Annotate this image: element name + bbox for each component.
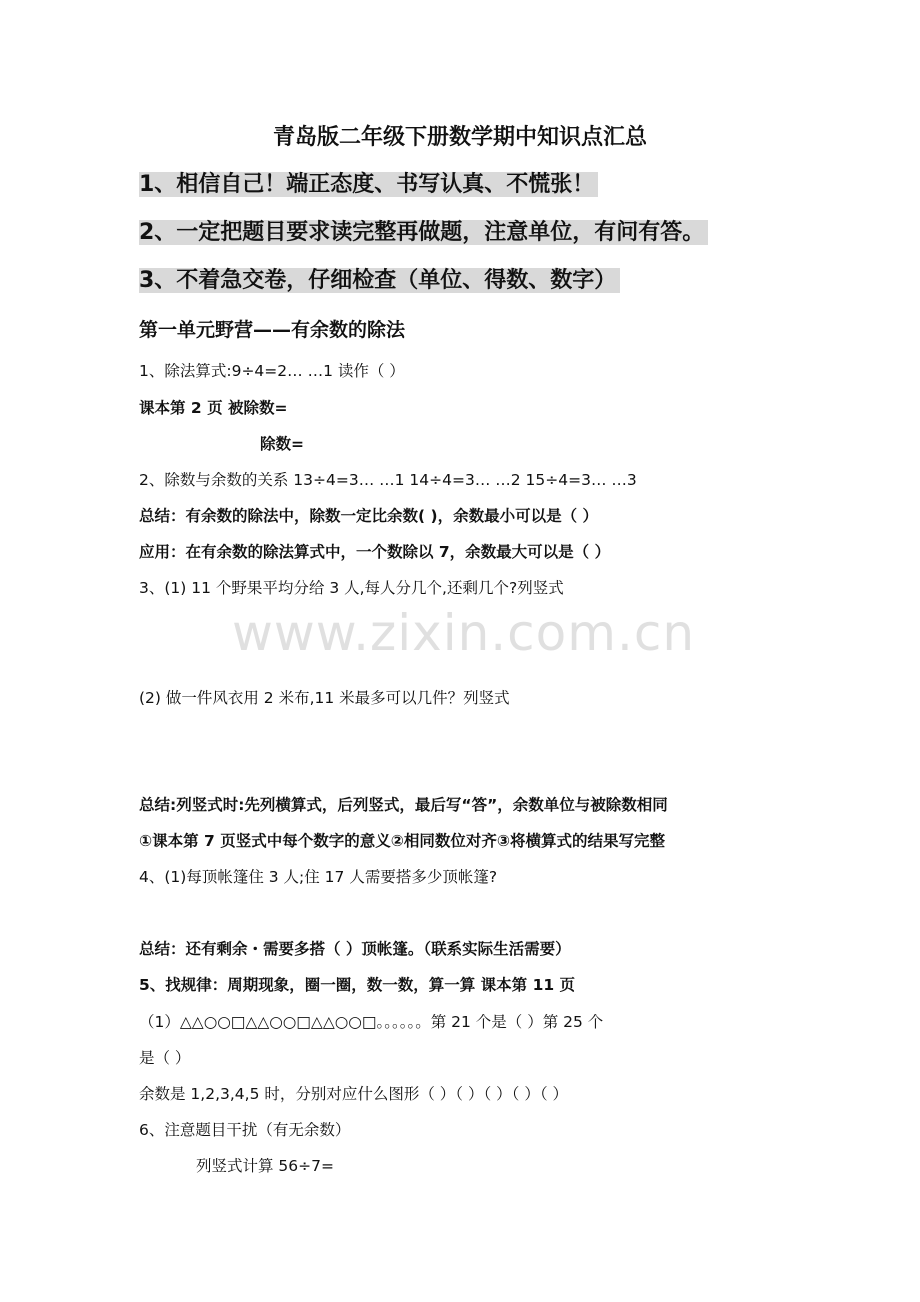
line-remainder-shapes: 余数是 1,2,3,4,5 时，分别对应什么图形（ ）（ ）（ ）（ ）（ ） bbox=[139, 1085, 569, 1103]
tip-2 bbox=[139, 216, 708, 250]
tip-3-text: 3、不着急交卷，仔细检查（单位、得数、数字） bbox=[139, 268, 620, 293]
line-pattern-question: （1）△△○○□△△○○□△△○○□。。。。。。第 21 个是（ ）第 25 个 bbox=[139, 1013, 604, 1031]
line-division-reading: 1、除法算式:9÷4=2… …1 读作（ ） bbox=[139, 362, 405, 380]
tip-1 bbox=[139, 168, 598, 202]
tip-2-text: 2、一定把题目要求读完整再做题，注意单位，有问有答。 bbox=[139, 220, 708, 245]
line-pattern-title: 5、找规律：周期现象，圈一圈，数一数，算一算 课本第 11 页 bbox=[139, 976, 576, 994]
line-summary-4: 总结：还有剩余・需要多搭（ ）顶帐篷。（联系实际生活需要） bbox=[139, 940, 571, 958]
watermark: www.zixin.com.cn bbox=[232, 604, 696, 662]
line-relation: 2、除数与余数的关系 13÷4=3… …1 14÷4=3… …2 15÷4=3… …3 bbox=[139, 471, 637, 489]
line-question-4: 4、(1)每顶帐篷住 3 人;住 17 人需要搭多少顶帐篷? bbox=[139, 868, 498, 886]
line-summary-2: 总结:列竖式时:先列横算式，后列竖式，最后写“答”，余数单位与被除数相同 bbox=[139, 796, 668, 814]
line-summary-1: 总结：有余数的除法中，除数一定比余数( )，余数最小可以是（ ） bbox=[139, 507, 598, 525]
line-divisor: 除数= bbox=[260, 435, 304, 453]
line-question-3-2: (2) 做一件风衣用 2 米布,11 米最多可以几件？列竖式 bbox=[139, 689, 510, 707]
line-question-6: 6、注意题目干扰（有无余数） bbox=[139, 1121, 351, 1139]
unit-title: 第一单元野营——有余数的除法 bbox=[139, 319, 406, 341]
line-pattern-question-cont: 是（ ） bbox=[139, 1049, 191, 1067]
tip-1-text: 1、相信自己！端正态度、书写认真、不慌张！ bbox=[139, 172, 598, 197]
line-summary-3: ①课本第 7 页竖式中每个数字的意义②相同数位对齐③将横算式的结果写完整 bbox=[139, 832, 665, 850]
line-dividend: 课本第 2 页 被除数= bbox=[139, 399, 288, 417]
page-title: 青岛版二年级下册数学期中知识点汇总 bbox=[272, 125, 647, 150]
line-question-3-1: 3、(1) 11 个野果平均分给 3 人,每人分几个,还剩几个?列竖式 bbox=[139, 579, 564, 597]
tip-3 bbox=[139, 264, 620, 298]
line-application: 应用：在有余数的除法算式中，一个数除以 7，余数最大可以是（ ） bbox=[139, 543, 611, 561]
line-vertical-calc: 列竖式计算 56÷7= bbox=[196, 1157, 334, 1175]
